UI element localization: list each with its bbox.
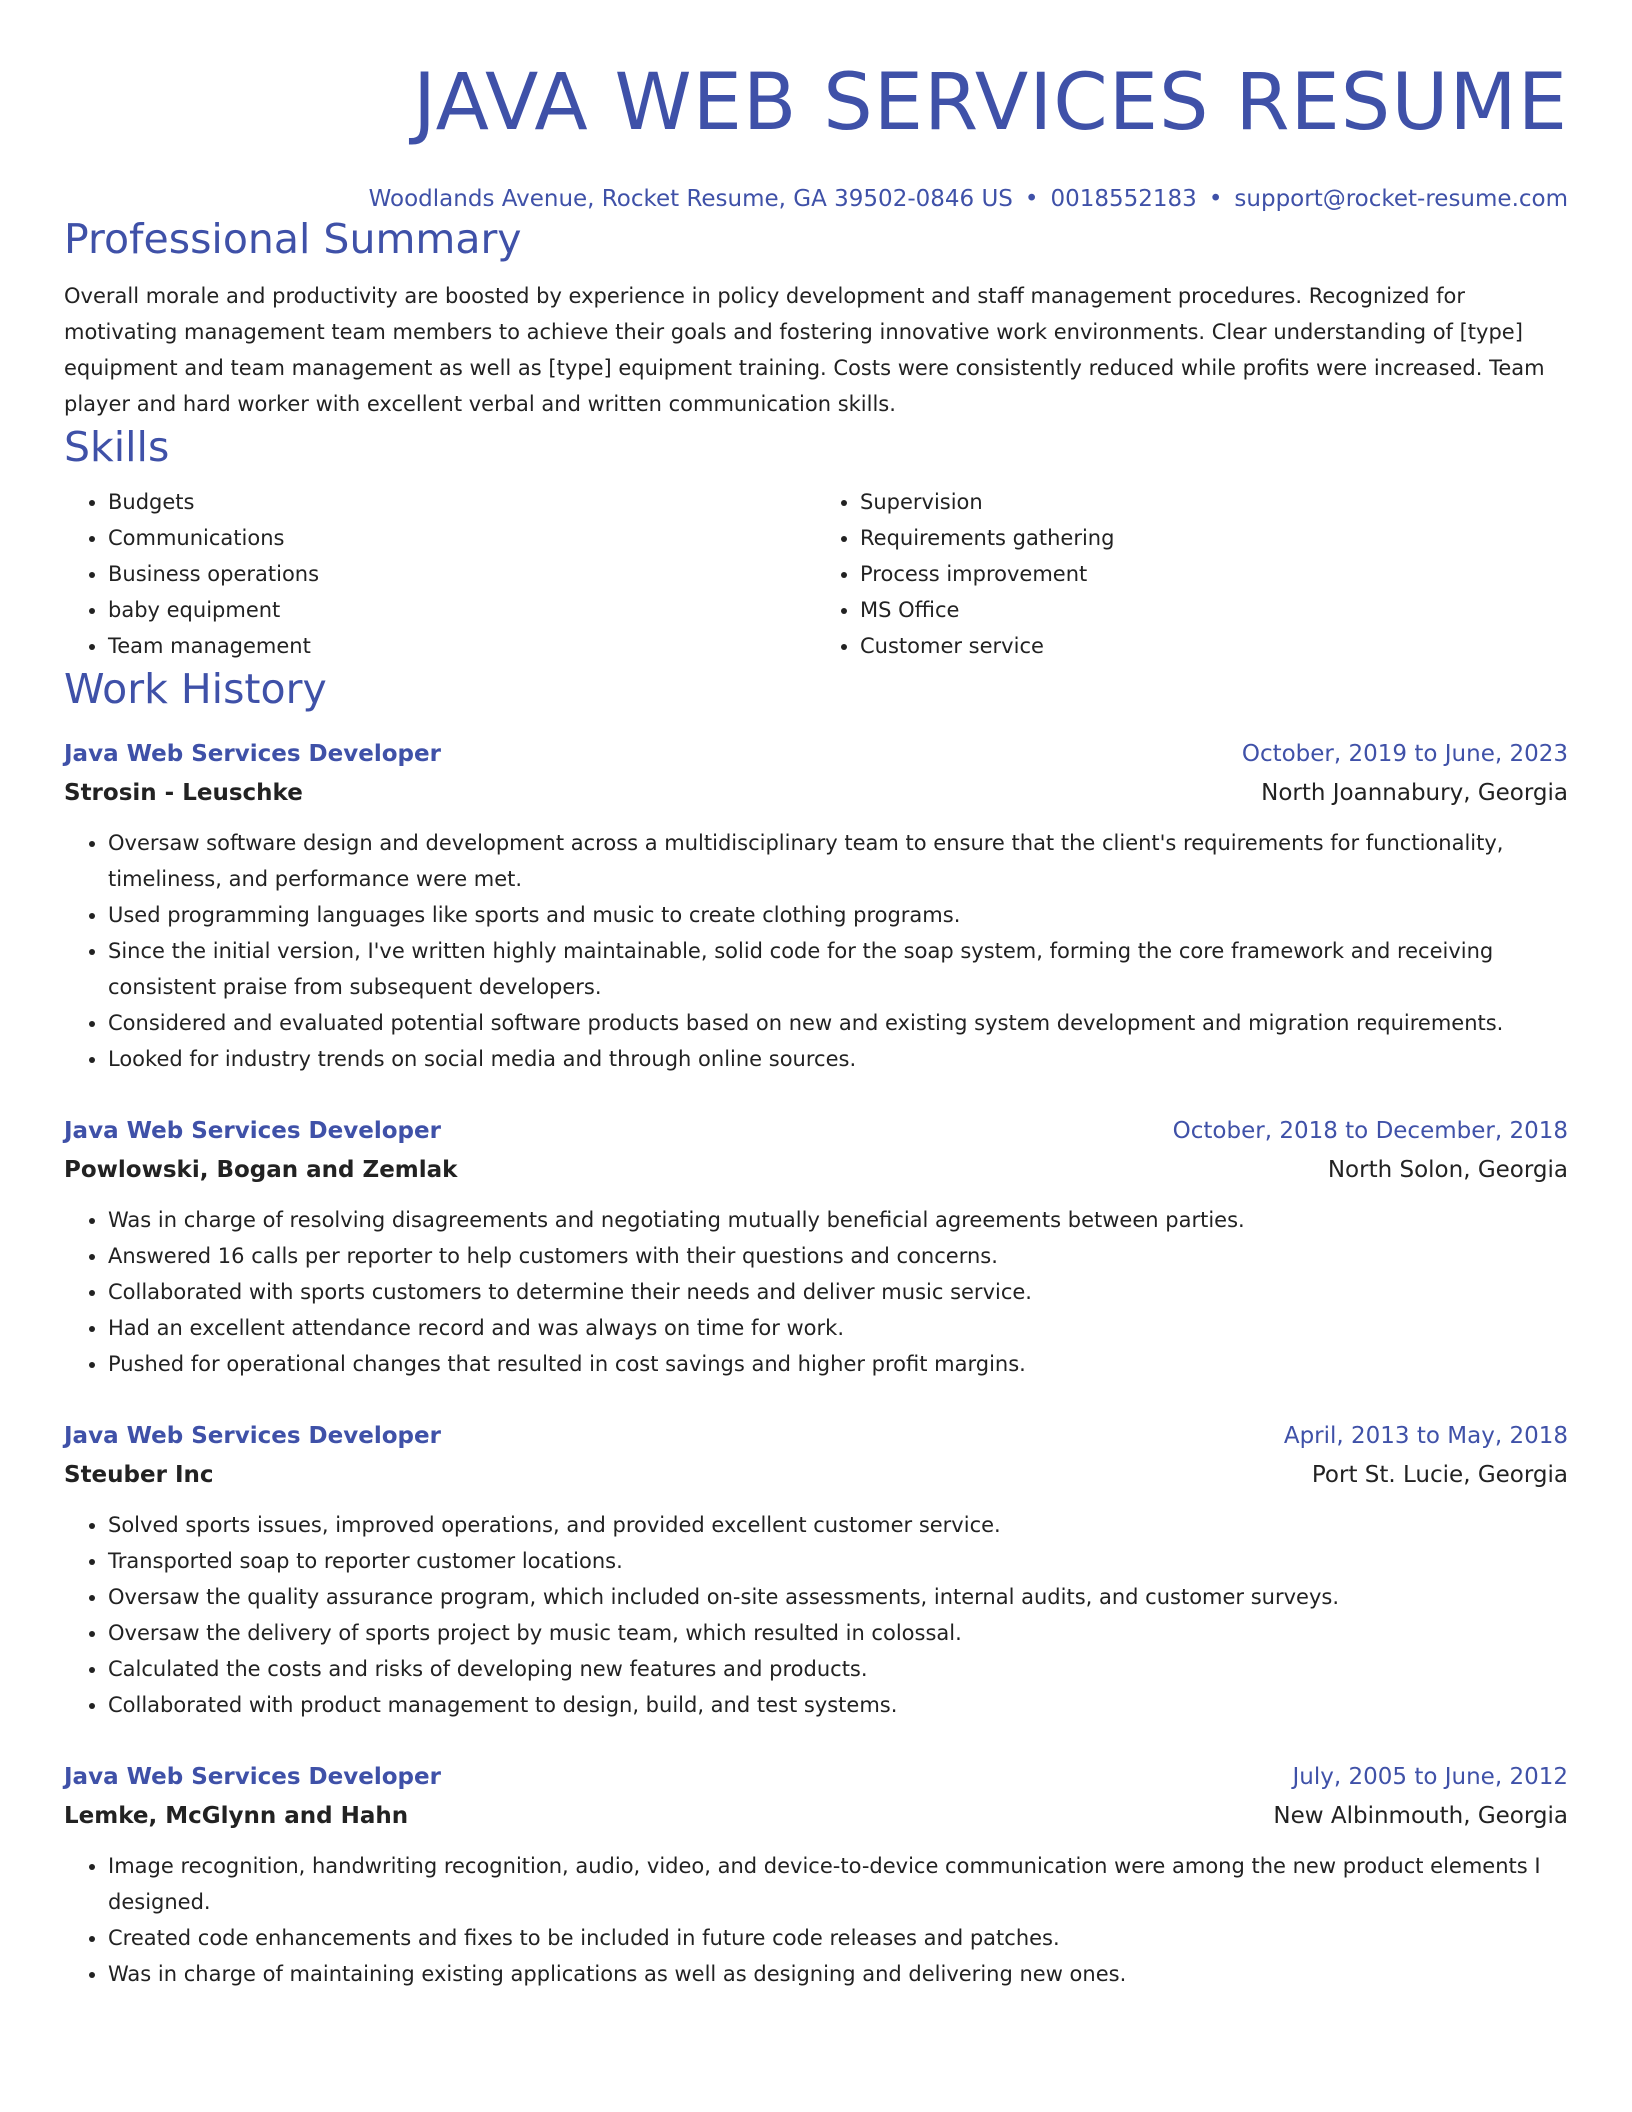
job-dates: July, 2005 to June, 2012 <box>1292 1764 1568 1790</box>
job-bullet: • Pushed for operational changes that resulted in cost savings and higher profit margins. <box>108 1346 1568 1382</box>
job-company-row <box>64 1149 1568 1188</box>
contact-line <box>64 184 1568 214</box>
job-bullet: • Considered and evaluated potential software products based on new and existing system development and migration requirements. <box>108 1005 1568 1041</box>
job-bullets <box>64 1507 1568 1723</box>
job-title: Java Web Services Developer <box>64 1764 441 1790</box>
job-bullets <box>64 825 1568 1077</box>
job-company: Steuber Inc <box>64 1462 214 1488</box>
job-bullet: • Oversaw software design and development across a multidisciplinary team to ensure that the client's requirements for functionality, timeliness, and performance were met. <box>108 825 1568 897</box>
job-bullet: • Was in charge of maintaining existing applications as well as designing and delivering new ones. <box>108 1956 1568 1992</box>
job-header <box>64 736 1568 772</box>
skills-list-left <box>64 484 816 664</box>
job-bullets <box>64 1202 1568 1382</box>
job-bullets <box>64 1848 1568 1992</box>
skills-columns <box>64 484 1568 664</box>
summary-heading: Professional Summary <box>64 215 522 263</box>
contact-separator: • <box>1208 186 1223 212</box>
job-header <box>64 1113 1568 1149</box>
job-bullet: • Image recognition, handwriting recognition, audio, video, and device-to-device communication were among the new product elements I designed. <box>108 1848 1568 1920</box>
skill-item: • baby equipment <box>108 592 816 628</box>
job-bullet: • Collaborated with sports customers to determine their needs and deliver music service. <box>108 1274 1568 1310</box>
job-entry <box>64 1113 1568 1382</box>
contact-address: Woodlands Avenue, Rocket Resume, GA 39502-0846 US <box>368 186 1013 212</box>
contact-email: support@rocket-resume.com <box>1234 186 1568 212</box>
job-header <box>64 1418 1568 1454</box>
skill-item: • Business operations <box>108 556 816 592</box>
skill-item: • MS Office <box>860 592 1568 628</box>
skill-item: • Process improvement <box>860 556 1568 592</box>
skill-item: • Supervision <box>860 484 1568 520</box>
job-title: Java Web Services Developer <box>64 1118 441 1144</box>
job-title: Java Web Services Developer <box>64 1423 441 1449</box>
job-company-row <box>64 1795 1568 1834</box>
job-company: Strosin - Leuschke <box>64 780 303 806</box>
job-location: New Albinmouth, Georgia <box>1273 1803 1568 1829</box>
skills-heading: Skills <box>64 423 170 471</box>
job-dates: October, 2018 to December, 2018 <box>1172 1118 1568 1144</box>
job-company-row <box>64 772 1568 811</box>
job-entry <box>64 1759 1568 1992</box>
job-company: Lemke, McGlynn and Hahn <box>64 1803 409 1829</box>
job-bullet: • Had an excellent attendance record and was always on time for work. <box>108 1310 1568 1346</box>
job-bullet: • Transported soap to reporter customer locations. <box>108 1543 1568 1579</box>
contact-separator: • <box>1024 186 1039 212</box>
resume-page <box>64 0 1568 1992</box>
job-bullet: • Solved sports issues, improved operations, and provided excellent customer service. <box>108 1507 1568 1543</box>
job-location: Port St. Lucie, Georgia <box>1311 1462 1568 1488</box>
skill-item: • Requirements gathering <box>860 520 1568 556</box>
resume-title: JAVA WEB SERVICES RESUME <box>412 58 1568 148</box>
contact-phone: 0018552183 <box>1050 186 1197 212</box>
skill-item: • Customer service <box>860 628 1568 664</box>
job-company: Powlowski, Bogan and Zemlak <box>64 1157 458 1183</box>
skill-item: • Team management <box>108 628 816 664</box>
job-bullet: • Oversaw the quality assurance program, which included on-site assessments, internal audits, and customer surveys. <box>108 1579 1568 1615</box>
job-bullet: • Oversaw the delivery of sports project by music team, which resulted in colossal. <box>108 1615 1568 1651</box>
job-company-row <box>64 1454 1568 1493</box>
summary-text: Overall morale and productivity are boosted by experience in policy development and staff management procedures. Recognized for motivating management team members to achieve their goals and fostering innovative work environments. Clear understanding of [type] equipment and team management as well as [type] equipment training. Costs were consistently reduced while profits were increased. Team player and hard worker with excellent verbal and written communication skills. <box>64 284 1545 416</box>
job-entry <box>64 1418 1568 1723</box>
skill-item: • Budgets <box>108 484 816 520</box>
job-bullet: • Since the initial version, I've written highly maintainable, solid code for the soap system, forming the core framework and receiving consistent praise from subsequent developers. <box>108 933 1568 1005</box>
job-bullet: • Collaborated with product management to design, build, and test systems. <box>108 1687 1568 1723</box>
job-bullet: • Created code enhancements and fixes to be included in future code releases and patches. <box>108 1920 1568 1956</box>
work-history-heading: Work History <box>64 665 327 713</box>
skill-item: • Communications <box>108 520 816 556</box>
job-bullet: • Looked for industry trends on social media and through online sources. <box>108 1041 1568 1077</box>
job-title: Java Web Services Developer <box>64 741 441 767</box>
job-location: North Joannabury, Georgia <box>1261 780 1568 806</box>
job-dates: October, 2019 to June, 2023 <box>1241 741 1568 767</box>
job-dates: April, 2013 to May, 2018 <box>1283 1423 1568 1449</box>
job-bullet: • Used programming languages like sports and music to create clothing programs. <box>108 897 1568 933</box>
skills-list-right <box>816 484 1568 664</box>
job-bullet: • Calculated the costs and risks of developing new features and products. <box>108 1651 1568 1687</box>
job-header <box>64 1759 1568 1795</box>
job-entry <box>64 736 1568 1077</box>
job-location: North Solon, Georgia <box>1327 1157 1568 1183</box>
job-bullet: • Answered 16 calls per reporter to help customers with their questions and concerns. <box>108 1238 1568 1274</box>
job-bullet: • Was in charge of resolving disagreements and negotiating mutually beneficial agreements between parties. <box>108 1202 1568 1238</box>
